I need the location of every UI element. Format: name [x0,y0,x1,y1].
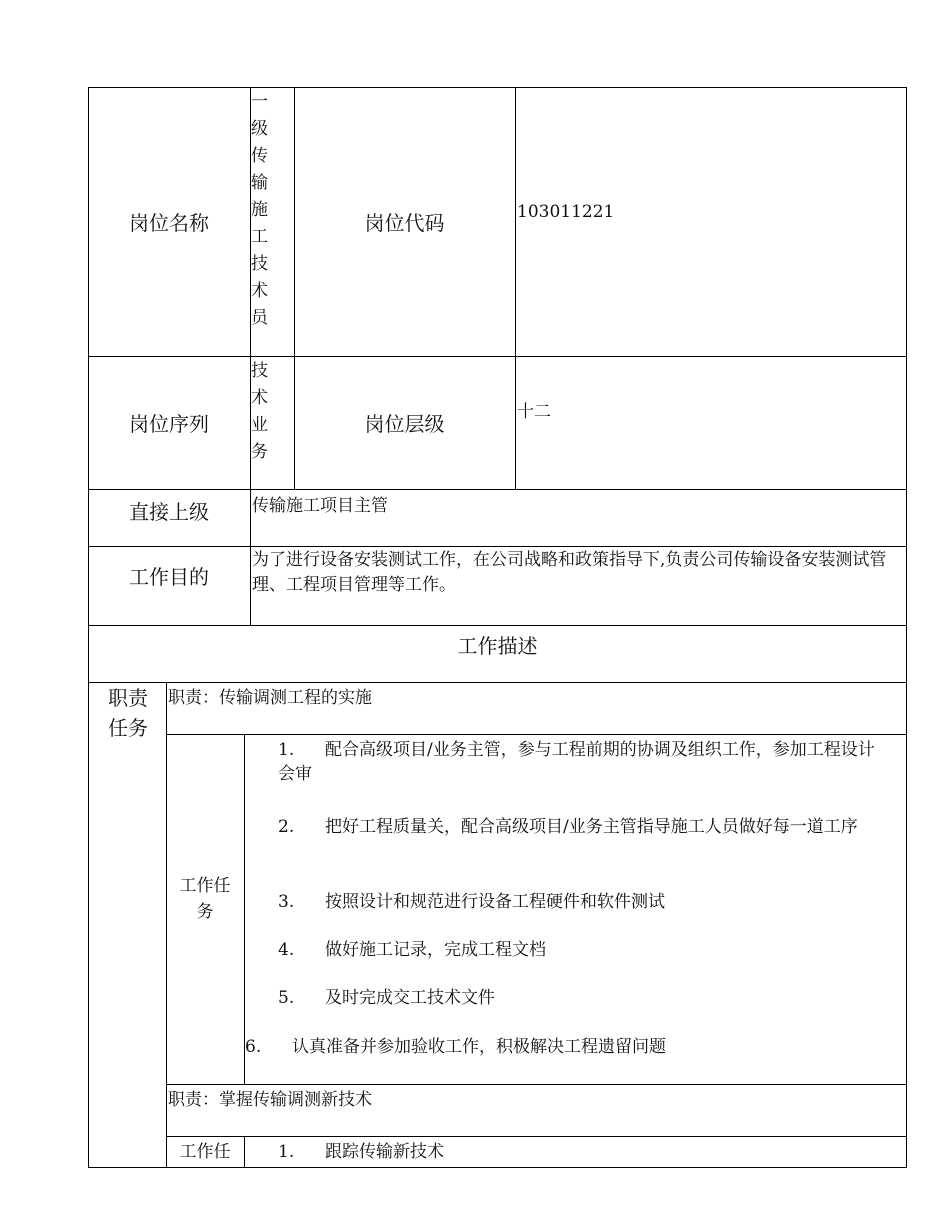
task-item [278,738,890,786]
task-number: 4. [278,940,295,960]
task-number: 1. [278,1142,295,1162]
task-text: 及时完成交工技术文件 [325,988,495,1008]
duty2-task-label: 工作任 [179,1142,231,1162]
work-purpose-value: 为了进行设备安装测试工作，在公司战略和政策指导下,负责公司传输设备安装测试管理、工程项目管理等工作。 [252,550,887,595]
direct-superior-value: 传输施工项目主管 [252,496,388,516]
table-border-bottom [88,1167,907,1168]
task-item [278,986,890,1010]
position-code-label: 岗位代码 [364,211,445,235]
duty1-task-label: 工作任务 [179,876,231,922]
position-level-value: 十二 [517,402,551,422]
col-divider [244,734,245,1084]
duty2-title: 职责：掌握传输调测新技术 [168,1090,372,1110]
task-item [245,1035,885,1059]
task-text: 做好施工记录，完成工程文档 [325,940,546,960]
task-number: 2. [278,817,295,837]
duty1-title: 职责：传输调测工程的实施 [168,688,372,708]
task-text: 把好工程质量关，配合高级项目/业务主管指导施工人员做好每一道工序 [325,817,858,837]
task-number: 3. [278,892,295,912]
position-name-value: 一级传输施工技术员 [251,92,268,328]
task-item [278,890,890,914]
position-level-label: 岗位层级 [364,412,445,436]
task-item [278,938,890,962]
task-item [278,1140,890,1164]
task-number: 6. [245,1037,262,1057]
task-text: 跟踪传输新技术 [325,1142,444,1162]
col-divider [244,1136,245,1168]
row-divider [166,734,907,735]
work-description-title: 工作描述 [457,633,538,658]
task-item [278,815,890,839]
duties-label: 职责任务 [108,686,148,740]
task-text: 认真准备并参加验收工作，积极解决工程遗留问题 [292,1037,666,1057]
position-sequence-value: 技术业务 [251,361,268,462]
position-sequence-label: 岗位序列 [129,412,209,436]
task-text: 配合高级项目/业务主管，参与工程前期的协调及组织工作，参加工程设计会审 [278,740,875,784]
task-text: 按照设计和规范进行设备工程硬件和软件测试 [325,892,665,912]
task-number: 5. [278,988,295,1008]
col-divider [515,87,516,489]
row-divider [88,682,907,683]
position-code-value: 103011221 [517,202,615,222]
job-description-table [88,87,907,1168]
direct-superior-label: 直接上级 [129,500,209,524]
row-divider [166,1136,907,1137]
row-divider [166,1084,907,1085]
position-name-label: 岗位名称 [129,211,209,235]
work-purpose-label: 工作目的 [129,564,209,589]
task-number: 1. [278,740,295,760]
